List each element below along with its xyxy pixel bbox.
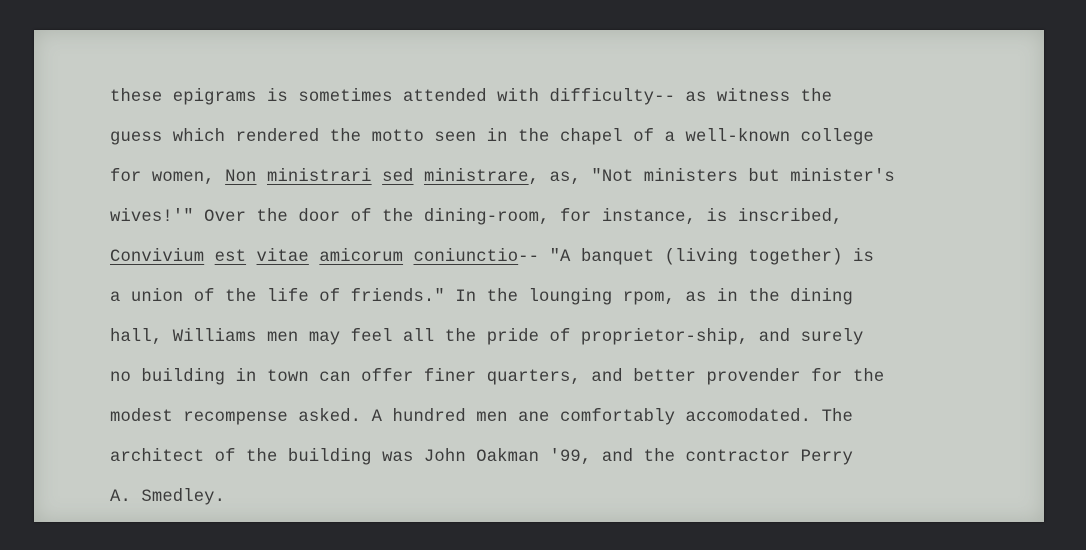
text-run: a union of the life of friends." In the lounging rpom, as in the dining	[110, 288, 853, 307]
body-text	[110, 78, 1030, 518]
underlined-latin-word: Non	[225, 168, 257, 187]
text-line-4	[110, 198, 1030, 238]
text-line-3	[110, 158, 1030, 198]
underlined-latin-word: ministrari	[266, 168, 372, 187]
text-run	[414, 168, 424, 187]
text-run: , as, "Not ministers but minister's	[528, 168, 895, 187]
text-line-2	[110, 118, 1030, 158]
text-run	[257, 168, 267, 187]
underlined-latin-word: amicorum	[319, 248, 404, 267]
text-run: guess which rendered the motto seen in the chapel of a well-known college	[110, 128, 874, 147]
text-line-11	[110, 478, 1030, 518]
text-run	[372, 168, 382, 187]
text-line-10	[110, 438, 1030, 478]
underlined-latin-word: ministrare	[423, 168, 529, 187]
text-run	[403, 248, 413, 267]
text-run: no building in town can offer finer quarters, and better provender for the	[110, 368, 885, 387]
text-run: wives!'" Over the door of the dining-room, for instance, is inscribed,	[110, 208, 843, 227]
underlined-latin-word: coniunctio	[413, 248, 519, 267]
text-run: -- "A banquet (living together) is	[518, 248, 874, 267]
text-line-1	[110, 78, 1030, 118]
text-run: modest recompense asked. A hundred men ane comfortably accomodated. The	[110, 408, 853, 427]
text-line-5	[110, 238, 1030, 278]
text-run	[246, 248, 256, 267]
underlined-latin-word: sed	[382, 168, 414, 187]
text-line-8	[110, 358, 1030, 398]
underlined-latin-word: vitae	[256, 248, 309, 267]
text-line-7	[110, 318, 1030, 358]
underlined-latin-word: Convivium	[110, 248, 205, 267]
text-run: architect of the building was John Oakman '99, and the contractor Perry	[110, 448, 853, 467]
text-line-9	[110, 398, 1030, 438]
text-run: hall, Williams men may feel all the pride of proprietor-ship, and surely	[110, 328, 864, 347]
typewritten-page	[34, 30, 1044, 522]
text-run	[204, 248, 214, 267]
text-run: A. Smedley.	[110, 488, 226, 507]
text-run: for women,	[110, 168, 226, 187]
text-line-6	[110, 278, 1030, 318]
text-run: these epigrams is sometimes attended with difficulty-- as witness the	[110, 88, 833, 107]
text-run	[309, 248, 319, 267]
underlined-latin-word: est	[214, 248, 247, 267]
